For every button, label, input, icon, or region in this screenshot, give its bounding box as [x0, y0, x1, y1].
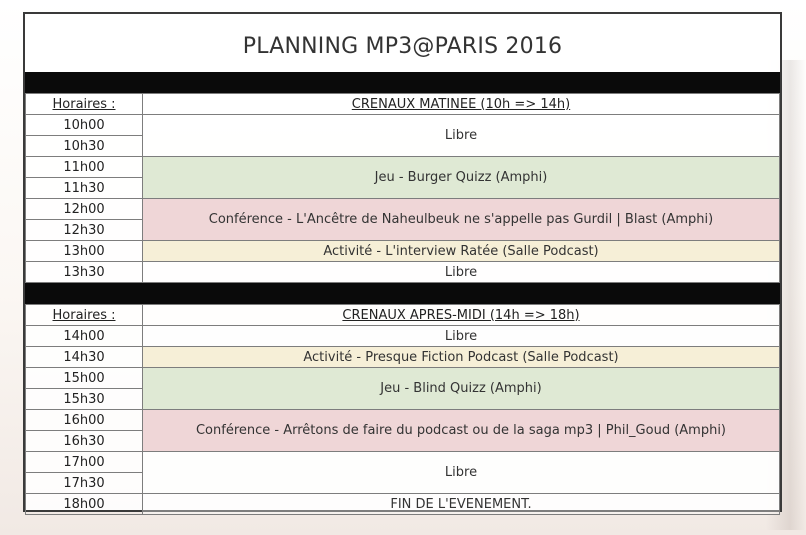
time-cell: 16h00	[26, 410, 143, 431]
table-row	[26, 157, 780, 178]
time-cell: 12h00	[26, 199, 143, 220]
time-cell: 15h00	[26, 368, 143, 389]
time-cell: 11h30	[26, 178, 143, 199]
table-row	[26, 347, 780, 368]
event-cell: Activité - Presque Fiction Podcast (Salle Podcast)	[143, 347, 780, 368]
table-row	[26, 326, 780, 347]
black-divider-middle	[25, 283, 780, 304]
time-cell: 14h00	[26, 326, 143, 347]
afternoon-table	[25, 304, 780, 515]
time-cell: 17h00	[26, 452, 143, 473]
time-cell: 12h30	[26, 220, 143, 241]
time-cell: 15h30	[26, 389, 143, 410]
page-title: PLANNING MP3@PARIS 2016	[242, 34, 563, 59]
time-cell: 13h00	[26, 241, 143, 262]
horaires-header: Horaires :	[26, 94, 143, 115]
event-cell: Jeu - Blind Quizz (Amphi)	[143, 368, 780, 410]
black-divider-top	[25, 72, 780, 93]
morning-table	[25, 93, 780, 283]
morning-header-row	[26, 94, 780, 115]
table-row	[26, 199, 780, 220]
table-row	[26, 262, 780, 283]
table-row	[26, 368, 780, 389]
event-cell: Libre	[143, 262, 780, 283]
table-row	[26, 241, 780, 262]
time-cell: 16h30	[26, 431, 143, 452]
table-row	[26, 410, 780, 431]
horaires-header: Horaires :	[26, 305, 143, 326]
event-cell: Activité - L'interview Ratée (Salle Podcast)	[143, 241, 780, 262]
morning-slot-header: CRENAUX MATINEE (10h => 14h)	[143, 94, 780, 115]
time-cell: 17h30	[26, 473, 143, 494]
event-cell: Conférence - L'Ancêtre de Naheulbeuk ne s'appelle pas Gurdil | Blast (Amphi)	[143, 199, 780, 241]
time-cell: 18h00	[26, 494, 143, 515]
event-cell: Conférence - Arrêtons de faire du podcast ou de la saga mp3 | Phil_Goud (Amphi)	[143, 410, 780, 452]
event-cell: FIN DE L'EVENEMENT.	[143, 494, 780, 515]
event-cell: Libre	[143, 115, 780, 157]
time-cell: 11h00	[26, 157, 143, 178]
event-cell: Libre	[143, 452, 780, 494]
time-cell: 13h30	[26, 262, 143, 283]
afternoon-header-row	[26, 305, 780, 326]
table-row	[26, 494, 780, 515]
afternoon-slot-header: CRENAUX APRES-MIDI (14h => 18h)	[143, 305, 780, 326]
time-cell: 14h30	[26, 347, 143, 368]
time-cell: 10h30	[26, 136, 143, 157]
table-row	[26, 452, 780, 473]
time-cell: 10h00	[26, 115, 143, 136]
event-cell: Jeu - Burger Quizz (Amphi)	[143, 157, 780, 199]
table-row	[26, 115, 780, 136]
schedule-frame	[23, 12, 782, 512]
event-cell: Libre	[143, 326, 780, 347]
